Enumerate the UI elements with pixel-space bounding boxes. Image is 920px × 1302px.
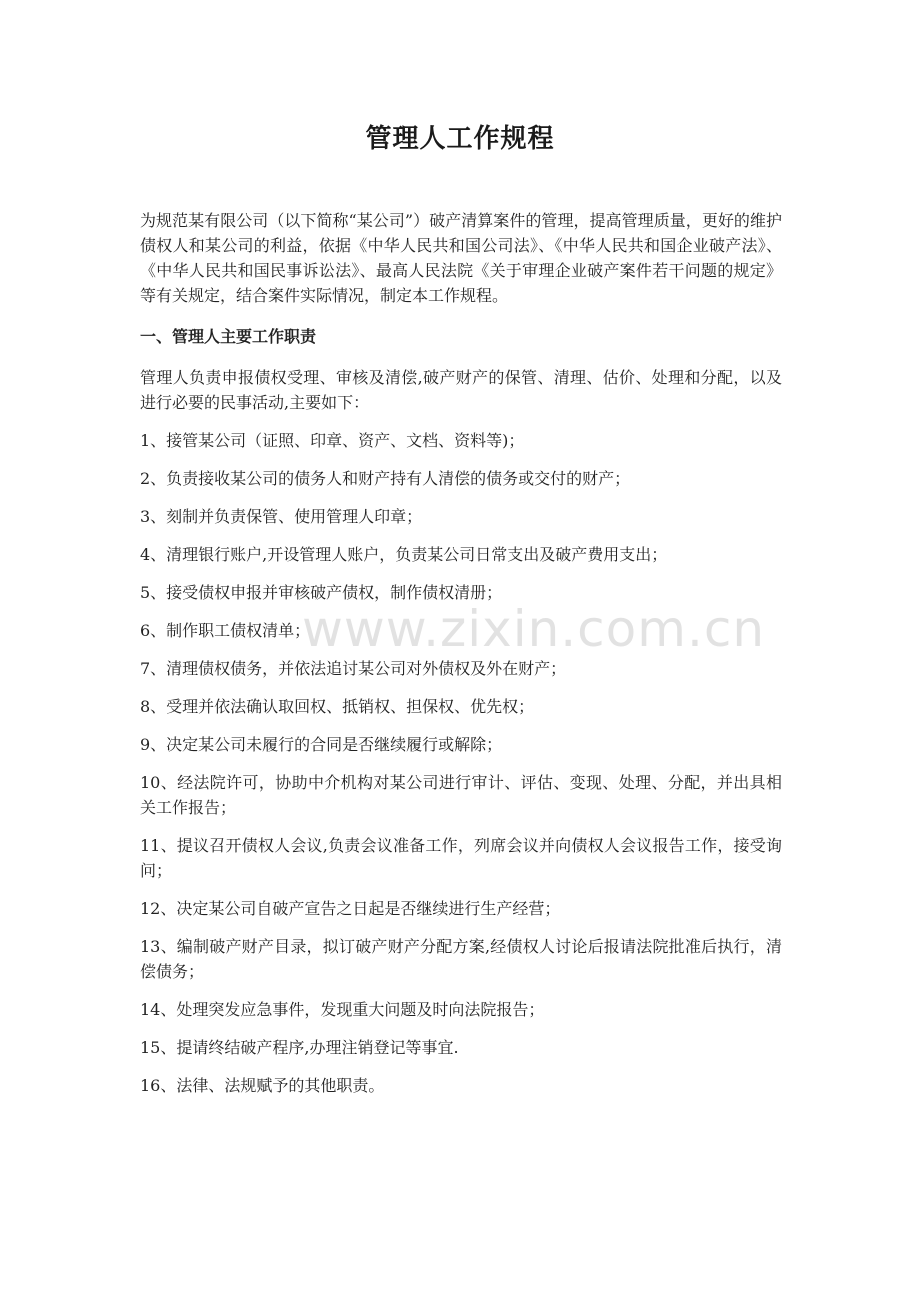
page-title: 管理人工作规程 [365,124,555,154]
list-item: 15、提请终结破产程序,办理注销登记等事宜. [140,1038,459,1057]
list-item: 12、决定某公司自破产宣告之日起是否继续进行生产经营； [140,899,561,918]
intro-paragraph: 为规范某有限公司（以下简称“某公司”）破产清算案件的管理，提高管理质量，更好的维护债权人和某公司的利益，依据《中华人民共和国公司法》、《中华人民共和国企业破产法》、《中华人民共和国民事诉讼法》、最高人民法院《关于审理企业破产案件若干问题的规定》等有关规定，结合案件实际情况，制定本工作规程。 [140,211,782,305]
list-item: 5、接受债权申报并审核破产债权，制作债权清册； [140,583,503,602]
section-lead-paragraph: 管理人负责申报债权受理、审核及清偿,破产财产的保管、清理、估价、处理和分配，以及进行必要的民事活动,主要如下： [140,368,782,412]
list-item: 13、编制破产财产目录，拟订破产财产分配方案,经债权人讨论后报请法院批准后执行，清偿债务； [140,937,782,981]
list-item: 4、清理银行账户,开设管理人账户，负责某公司日常支出及破产费用支出； [140,545,668,564]
list-item: 7、清理债权债务，并依法追讨某公司对外债权及外在财产； [140,659,567,678]
list-item: 1、接管某公司（证照、印章、资产、文档、资料等)； [140,431,525,450]
list-item: 14、处理突发应急事件，发现重大问题及时向法院报告； [140,1000,545,1019]
watermark: www.zixin.com.cn [302,600,766,658]
list-item: 10、经法院许可，协助中介机构对某公司进行审计、评估、变现、处理、分配，并出具相关工作报告； [140,773,782,817]
list-item: 8、受理并依法确认取回权、抵销权、担保权、优先权； [140,697,535,716]
list-item: 11、提议召开债权人会议,负责会议准备工作，列席会议并向债权人会议报告工作，接受询问； [140,836,782,880]
list-item: 16、法律、法规赋予的其他职责。 [140,1076,385,1095]
list-item: 2、负责接收某公司的债务人和财产持有人清偿的债务或交付的财产； [140,469,631,488]
document-body [140,208,782,1111]
section-heading: 一、管理人主要工作职责 [140,327,317,346]
list-item: 9、决定某公司未履行的合同是否继续履行或解除； [140,735,503,754]
list-item: 3、刻制并负责保管、使用管理人印章； [140,507,423,526]
list-item: 6、制作职工债权清单； [140,621,311,640]
